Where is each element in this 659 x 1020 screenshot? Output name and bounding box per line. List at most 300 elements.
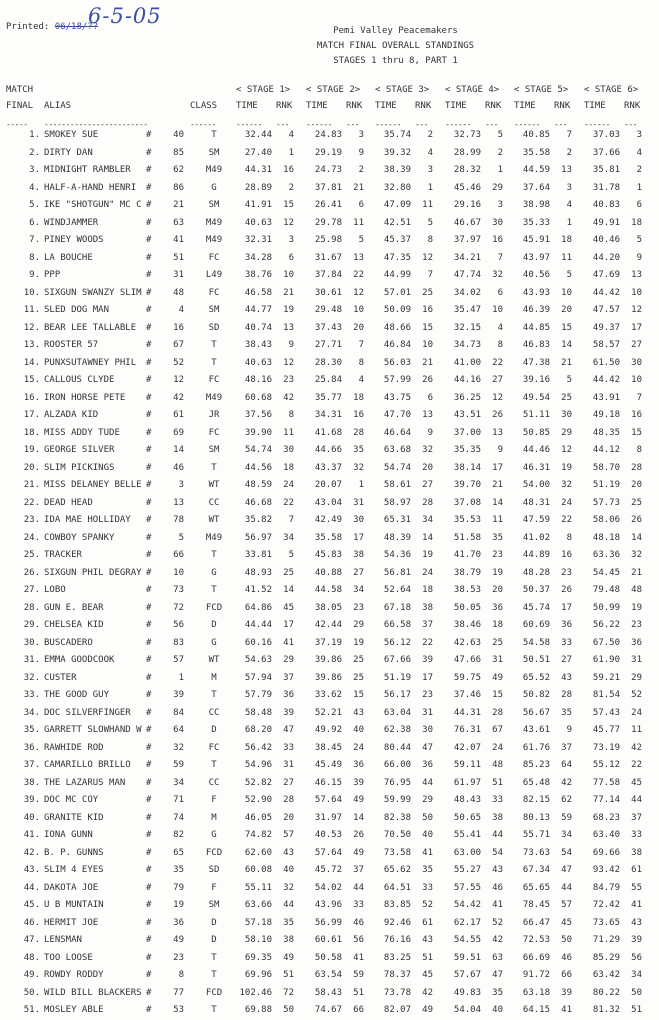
- stage-1-rank: 23: [283, 375, 294, 385]
- shooter-number: 74: [173, 812, 184, 823]
- stage-3-rank: 27: [422, 480, 433, 490]
- stage-1-rank: 13: [283, 322, 294, 333]
- stage-4-rank: 1: [497, 165, 503, 175]
- shooter-class: M49: [205, 532, 223, 543]
- stage-6-time: 69.66: [592, 847, 620, 858]
- shooter-class: M49: [205, 392, 223, 403]
- shooter-alias: HALF-A-HAND HENRI: [44, 182, 137, 193]
- id-hash: #: [146, 182, 152, 193]
- id-hash: #: [146, 480, 152, 490]
- id-hash: #: [146, 165, 152, 175]
- table-row: [0, 950, 659, 968]
- shooter-number: 1: [178, 672, 184, 683]
- stage-4-time: 41.70: [453, 550, 481, 560]
- stage-4-rank: 28: [492, 707, 503, 718]
- shooter-class: FCD: [205, 847, 223, 858]
- stage-3-rank: 1: [427, 182, 433, 193]
- stage-5-rank: 57: [561, 900, 572, 910]
- dash-rule: ------: [306, 120, 332, 129]
- stage-1-rank: 16: [283, 165, 294, 175]
- final-rank: 8.: [29, 252, 40, 263]
- stage-6-time: 84.79: [592, 882, 620, 893]
- stage-6-rank: 56: [631, 952, 642, 963]
- stage-3-time: 54.36: [383, 550, 411, 560]
- shooter-alias: GUN E. BEAR: [44, 602, 104, 613]
- stage-6-rank: 48: [631, 585, 642, 595]
- shooter-alias: ALZADA KID: [44, 410, 99, 420]
- shooter-alias: EMMA GOODCOOK: [44, 655, 115, 665]
- stage-4-time: 47.66: [453, 655, 481, 665]
- stage-3-rank: 14: [422, 532, 433, 543]
- stage-5-rank: 8: [566, 532, 572, 543]
- stage-4-rank: 26: [492, 410, 503, 420]
- stage-6-time: 55.12: [592, 760, 620, 770]
- id-hash: #: [146, 252, 152, 263]
- stage-1-rank: 32: [283, 882, 294, 893]
- stage-2-rank: 46: [353, 917, 364, 928]
- stage-5-time: 67.34: [522, 865, 550, 875]
- shooter-alias: DOC SILVERFINGER: [44, 707, 131, 718]
- stage-2-rank: 9: [358, 147, 364, 158]
- stage-5-time: 50.37: [522, 585, 550, 595]
- stage-4-rank: 54: [492, 847, 503, 858]
- stage-6-rank: 13: [631, 270, 642, 280]
- stage-6-rank: 51: [631, 1005, 642, 1015]
- stage-5-time: 66.47: [522, 917, 550, 928]
- shooter-alias: ROWDY RODDY: [44, 970, 104, 980]
- stage-3-time: 70.50: [383, 830, 411, 840]
- shooter-alias: DIRTY DAN: [44, 147, 93, 158]
- stage-3-rank: 17: [422, 672, 433, 683]
- stage-3-time: 67.18: [383, 602, 411, 613]
- stage-4-rank: 23: [492, 550, 503, 560]
- stage-6-rank: 34: [631, 970, 642, 980]
- id-hash: #: [146, 970, 152, 980]
- shooter-class: FC: [208, 427, 220, 438]
- shooter-alias: ROOSTER 57: [44, 340, 99, 350]
- stage-1-rank: 40: [283, 865, 294, 875]
- stage-3-time: 57.01: [383, 287, 411, 298]
- stage-3-rank: 8: [427, 235, 433, 245]
- shooter-number: 78: [173, 515, 184, 525]
- stage-4-time: 54.04: [453, 1005, 481, 1015]
- stage-5-rank: 33: [561, 637, 572, 648]
- shooter-number: 13: [173, 497, 184, 508]
- shooter-alias: PINEY WOODS: [44, 235, 104, 245]
- final-rank: 39.: [23, 795, 40, 805]
- stage-1-time: 69.96: [244, 970, 272, 980]
- shooter-alias: DAKOTA JOE: [44, 882, 99, 893]
- stage-4-time: 47.74: [453, 270, 481, 280]
- stage-2-rank: 35: [353, 445, 364, 455]
- stage-6-time: 58.57: [592, 340, 620, 350]
- stage-1-rank: 38: [283, 935, 294, 945]
- final-rank: 15.: [23, 375, 40, 385]
- stage-6-time: 48.35: [592, 427, 620, 438]
- stage-6-time: 49.18: [592, 410, 620, 420]
- header-final: FINAL: [6, 101, 34, 111]
- final-rank: 1.: [29, 130, 40, 140]
- stage-2-time: 63.54: [314, 970, 342, 980]
- stage-1-time: 40.63: [244, 357, 272, 368]
- shooter-number: 3: [178, 480, 184, 490]
- stage-5-rank: 3: [566, 182, 572, 193]
- stage-4-rank: 35: [492, 532, 503, 543]
- stage-4-time: 63.00: [453, 847, 481, 858]
- stage-6-time: 72.42: [592, 900, 620, 910]
- shooter-alias: HERMIT JOE: [44, 917, 99, 928]
- stage-6-time: 67.50: [592, 637, 620, 648]
- final-rank: 24.: [23, 532, 40, 543]
- stage-4-time: 55.27: [453, 865, 481, 875]
- stage-3-rank: 41: [422, 847, 433, 858]
- shooter-alias: GEORGE SILVER: [44, 445, 115, 455]
- dash-rule: ------: [190, 120, 216, 129]
- shooter-number: 83: [173, 637, 184, 648]
- stage-2-time: 58.43: [314, 987, 342, 998]
- stage-1-time: 60.08: [244, 865, 272, 875]
- stage-6-rank: 5: [636, 235, 642, 245]
- header-rnk: RNK: [624, 101, 641, 111]
- stage-6-time: 48.18: [592, 532, 620, 543]
- table-row: [0, 792, 659, 810]
- final-rank: 38.: [23, 777, 40, 788]
- stage-1-rank: 17: [283, 620, 294, 630]
- stage-2-time: 31.67: [314, 252, 342, 263]
- shooter-class: F: [211, 882, 217, 893]
- stage-5-rank: 15: [561, 322, 572, 333]
- shooter-class: FC: [208, 742, 220, 753]
- stage-4-time: 37.08: [453, 497, 481, 508]
- stage-1-rank: 51: [283, 970, 294, 980]
- final-rank: 44.: [23, 882, 40, 893]
- stage-6-rank: 37: [631, 812, 642, 823]
- stage-2-time: 27.71: [314, 340, 342, 350]
- shooter-number: 48: [173, 287, 184, 298]
- final-rank: 30.: [23, 637, 40, 648]
- stage-5-rank: 66: [561, 970, 572, 980]
- final-rank: 13.: [23, 340, 40, 350]
- stage-5-time: 40.56: [522, 270, 550, 280]
- id-hash: #: [146, 882, 152, 893]
- stage-1-time: 63.66: [244, 900, 272, 910]
- stage-3-rank: 44: [422, 777, 433, 788]
- stage-5-rank: 13: [561, 165, 572, 175]
- stage-3-rank: 34: [422, 515, 433, 525]
- stage-3-time: 64.51: [383, 882, 411, 893]
- stage-2-rank: 10: [353, 305, 364, 315]
- stage-2-rank: 14: [353, 812, 364, 823]
- shooter-number: 79: [173, 882, 184, 893]
- stage-4-rank: 25: [492, 637, 503, 648]
- stage-5-rank: 5: [566, 375, 572, 385]
- stage-2-time: 34.31: [314, 410, 342, 420]
- stage-2-rank: 30: [353, 515, 364, 525]
- stage-4-rank: 32: [492, 270, 503, 280]
- stage-3-rank: 5: [427, 217, 433, 228]
- id-hash: #: [146, 130, 152, 140]
- stage-1-time: 33.81: [244, 550, 272, 560]
- stage-6-time: 68.23: [592, 812, 620, 823]
- id-hash: #: [146, 322, 152, 333]
- stage-2-time: 52.21: [314, 707, 342, 718]
- header-time: TIME: [306, 101, 328, 111]
- id-hash: #: [146, 777, 152, 788]
- stage-2-time: 43.04: [314, 497, 342, 508]
- stage-1-rank: 5: [288, 550, 294, 560]
- stage-6-rank: 6: [636, 200, 642, 210]
- stage-5-time: 47.59: [522, 515, 550, 525]
- stage-6-rank: 61: [631, 865, 642, 875]
- shooter-alias: BEAR LEE TALLABLE: [44, 322, 137, 333]
- final-rank: 2.: [29, 147, 40, 158]
- stage-2-time: 40.53: [314, 830, 342, 840]
- stage-1-time: 44.77: [244, 305, 272, 315]
- stage-1-time: 40.63: [244, 217, 272, 228]
- header-stage-5: < STAGE 5>: [514, 85, 569, 95]
- stage-1-rank: 24: [283, 480, 294, 490]
- stage-6-rank: 23: [631, 620, 642, 630]
- stage-5-time: 45.74: [522, 602, 550, 613]
- stage-3-rank: 7: [427, 270, 433, 280]
- stage-3-rank: 47: [422, 742, 433, 753]
- stage-1-rank: 14: [283, 585, 294, 595]
- stage-1-time: 48.16: [244, 375, 272, 385]
- id-hash: #: [146, 707, 152, 718]
- stage-5-time: 35.33: [522, 217, 550, 228]
- stage-5-rank: 21: [561, 357, 572, 368]
- shooter-alias: RAWHIDE ROD: [44, 742, 104, 753]
- stage-1-rank: 22: [283, 497, 294, 508]
- final-rank: 17.: [23, 410, 40, 420]
- shooter-number: 36: [173, 917, 184, 928]
- shooter-alias: MOSLEY ABLE: [44, 1005, 104, 1015]
- shooter-number: 46: [173, 462, 184, 473]
- header-match: MATCH: [6, 85, 34, 95]
- stage-2-rank: 25: [353, 655, 364, 665]
- stage-1-time: 54.96: [244, 760, 272, 770]
- stage-5-rank: 42: [561, 777, 572, 788]
- stage-1-rank: 47: [283, 725, 294, 735]
- id-hash: #: [146, 497, 152, 508]
- stage-3-time: 82.07: [383, 1005, 411, 1015]
- stage-1-time: 60.68: [244, 392, 272, 403]
- stage-3-time: 56.03: [383, 357, 411, 368]
- stage-6-time: 73.19: [592, 742, 620, 753]
- shooter-number: 56: [173, 620, 184, 630]
- stage-1-time: 41.52: [244, 585, 272, 595]
- stage-4-rank: 4: [497, 322, 503, 333]
- stage-6-rank: 38: [631, 847, 642, 858]
- final-rank: 49.: [23, 970, 40, 980]
- shooter-alias: COWBOY SPANKY: [44, 532, 115, 543]
- stage-4-rank: 22: [492, 357, 503, 368]
- stage-6-time: 44.42: [592, 287, 620, 298]
- stage-4-time: 34.73: [453, 340, 481, 350]
- stage-1-rank: 49: [283, 952, 294, 963]
- final-rank: 6.: [29, 217, 40, 228]
- stage-3-rank: 13: [422, 410, 433, 420]
- stage-2-time: 45.83: [314, 550, 342, 560]
- stage-3-time: 56.17: [383, 690, 411, 700]
- stage-4-rank: 41: [492, 900, 503, 910]
- stage-5-rank: 26: [561, 585, 572, 595]
- id-hash: #: [146, 655, 152, 665]
- stage-2-time: 29.19: [314, 147, 342, 158]
- stage-3-time: 59.99: [383, 795, 411, 805]
- stage-3-rank: 42: [422, 987, 433, 998]
- stage-1-rank: 8: [288, 410, 294, 420]
- handwritten-date: 6-5-05: [88, 4, 162, 28]
- shooter-class: G: [211, 182, 217, 193]
- table-row: [0, 652, 659, 670]
- stage-5-rank: 41: [561, 1005, 572, 1015]
- stage-3-time: 66.58: [383, 620, 411, 630]
- stage-6-time: 51.19: [592, 480, 620, 490]
- table-row: [0, 740, 659, 758]
- stage-4-rank: 44: [492, 830, 503, 840]
- shooter-class: WT: [208, 480, 220, 490]
- stage-4-rank: 8: [497, 340, 503, 350]
- stage-6-time: 85.29: [592, 952, 620, 963]
- shooter-class: F: [211, 795, 217, 805]
- stage-5-rank: 35: [561, 707, 572, 718]
- stage-3-time: 32.80: [383, 182, 411, 193]
- stage-5-time: 56.67: [522, 707, 550, 718]
- stage-4-rank: 2: [497, 147, 503, 158]
- shooter-number: 39: [173, 690, 184, 700]
- stage-4-rank: 24: [492, 742, 503, 753]
- stage-2-rank: 38: [353, 550, 364, 560]
- stage-6-rank: 10: [631, 375, 642, 385]
- stage-3-time: 82.38: [383, 812, 411, 823]
- shooter-class: T: [211, 952, 217, 963]
- final-rank: 5.: [29, 200, 40, 210]
- shooter-class: D: [211, 917, 217, 928]
- table-row: [0, 617, 659, 635]
- stage-6-rank: 52: [631, 690, 642, 700]
- stage-6-time: 37.66: [592, 147, 620, 158]
- stage-3-time: 46.64: [383, 427, 411, 438]
- stage-3-time: 43.75: [383, 392, 411, 403]
- id-hash: #: [146, 567, 152, 578]
- stage-6-rank: 19: [631, 602, 642, 613]
- stage-4-time: 55.41: [453, 830, 481, 840]
- stage-2-time: 25.84: [314, 375, 342, 385]
- stage-4-time: 61.97: [453, 777, 481, 788]
- shooter-class: FCD: [205, 987, 223, 998]
- shooter-class: L49: [205, 270, 223, 280]
- table-row: [0, 932, 659, 950]
- final-rank: 16.: [23, 392, 40, 403]
- stage-2-time: 42.49: [314, 515, 342, 525]
- stage-3-time: 58.97: [383, 497, 411, 508]
- shooter-class: M: [211, 672, 217, 683]
- shooter-class: T: [211, 1005, 217, 1015]
- stage-1-rank: 57: [283, 830, 294, 840]
- stage-4-time: 28.99: [453, 147, 481, 158]
- shooter-class: CC: [208, 707, 220, 718]
- stage-2-time: 45.49: [314, 760, 342, 770]
- stage-3-time: 48.66: [383, 322, 411, 333]
- shooter-class: WT: [208, 655, 220, 665]
- stage-2-rank: 43: [353, 707, 364, 718]
- stage-5-time: 37.64: [522, 182, 550, 193]
- stage-2-time: 57.64: [314, 795, 342, 805]
- final-rank: 32.: [23, 672, 40, 683]
- stage-1-time: 46.68: [244, 497, 272, 508]
- shooter-alias: SMOKEY SUE: [44, 130, 99, 140]
- shooter-class: D: [211, 725, 217, 735]
- stage-1-time: 57.94: [244, 672, 272, 683]
- stage-2-rank: 44: [353, 882, 364, 893]
- stage-6-time: 49.91: [592, 217, 620, 228]
- stage-3-rank: 21: [422, 357, 433, 368]
- stage-2-time: 25.98: [314, 235, 342, 245]
- stage-6-time: 50.99: [592, 602, 620, 613]
- final-rank: 47.: [23, 935, 40, 945]
- stage-6-time: 77.58: [592, 777, 620, 788]
- stage-1-rank: 43: [283, 847, 294, 858]
- shooter-class: FC: [208, 375, 220, 385]
- stage-6-rank: 30: [631, 357, 642, 368]
- id-hash: #: [146, 427, 152, 438]
- header-time: TIME: [445, 101, 467, 111]
- table-row: [0, 495, 659, 513]
- stage-3-time: 80.44: [383, 742, 411, 753]
- id-hash: #: [146, 1005, 152, 1015]
- stage-6-rank: 31: [631, 655, 642, 665]
- stage-4-time: 46.67: [453, 217, 481, 228]
- stage-1-time: 74.82: [244, 830, 272, 840]
- id-hash: #: [146, 935, 152, 945]
- stage-5-time: 66.69: [522, 952, 550, 963]
- shooter-number: 77: [173, 987, 184, 998]
- table-row: [0, 635, 659, 653]
- stage-5-rank: 25: [561, 392, 572, 403]
- table-row: [0, 302, 659, 320]
- stage-2-time: 40.88: [314, 567, 342, 578]
- stage-4-time: 36.25: [453, 392, 481, 403]
- stage-6-time: 73.65: [592, 917, 620, 928]
- stage-1-time: 35.82: [244, 515, 272, 525]
- stage-6-time: 81.32: [592, 1005, 620, 1015]
- stage-2-rank: 31: [353, 497, 364, 508]
- stage-2-rank: 36: [353, 760, 364, 770]
- stage-5-rank: 28: [561, 690, 572, 700]
- stage-6-time: 80.22: [592, 987, 620, 998]
- id-hash: #: [146, 795, 152, 805]
- stage-3-time: 63.04: [383, 707, 411, 718]
- stage-5-time: 60.69: [522, 620, 550, 630]
- stage-4-time: 37.46: [453, 690, 481, 700]
- shooter-number: 64: [173, 725, 184, 735]
- stage-2-rank: 25: [353, 672, 364, 683]
- stage-4-time: 41.00: [453, 357, 481, 368]
- table-row: [0, 425, 659, 443]
- dash-rule: ------: [236, 120, 262, 129]
- shooter-class: SD: [208, 322, 220, 333]
- shooter-class: T: [211, 130, 217, 140]
- stage-3-rank: 16: [422, 305, 433, 315]
- table-row: [0, 530, 659, 548]
- stage-5-rank: 5: [566, 270, 572, 280]
- stage-5-time: 44.59: [522, 165, 550, 175]
- dash-rule: ---: [276, 120, 289, 129]
- report-subtitle: STAGES 1 thru 8, PART 1: [333, 56, 458, 66]
- table-row: [0, 127, 659, 145]
- stage-3-rank: 19: [422, 550, 433, 560]
